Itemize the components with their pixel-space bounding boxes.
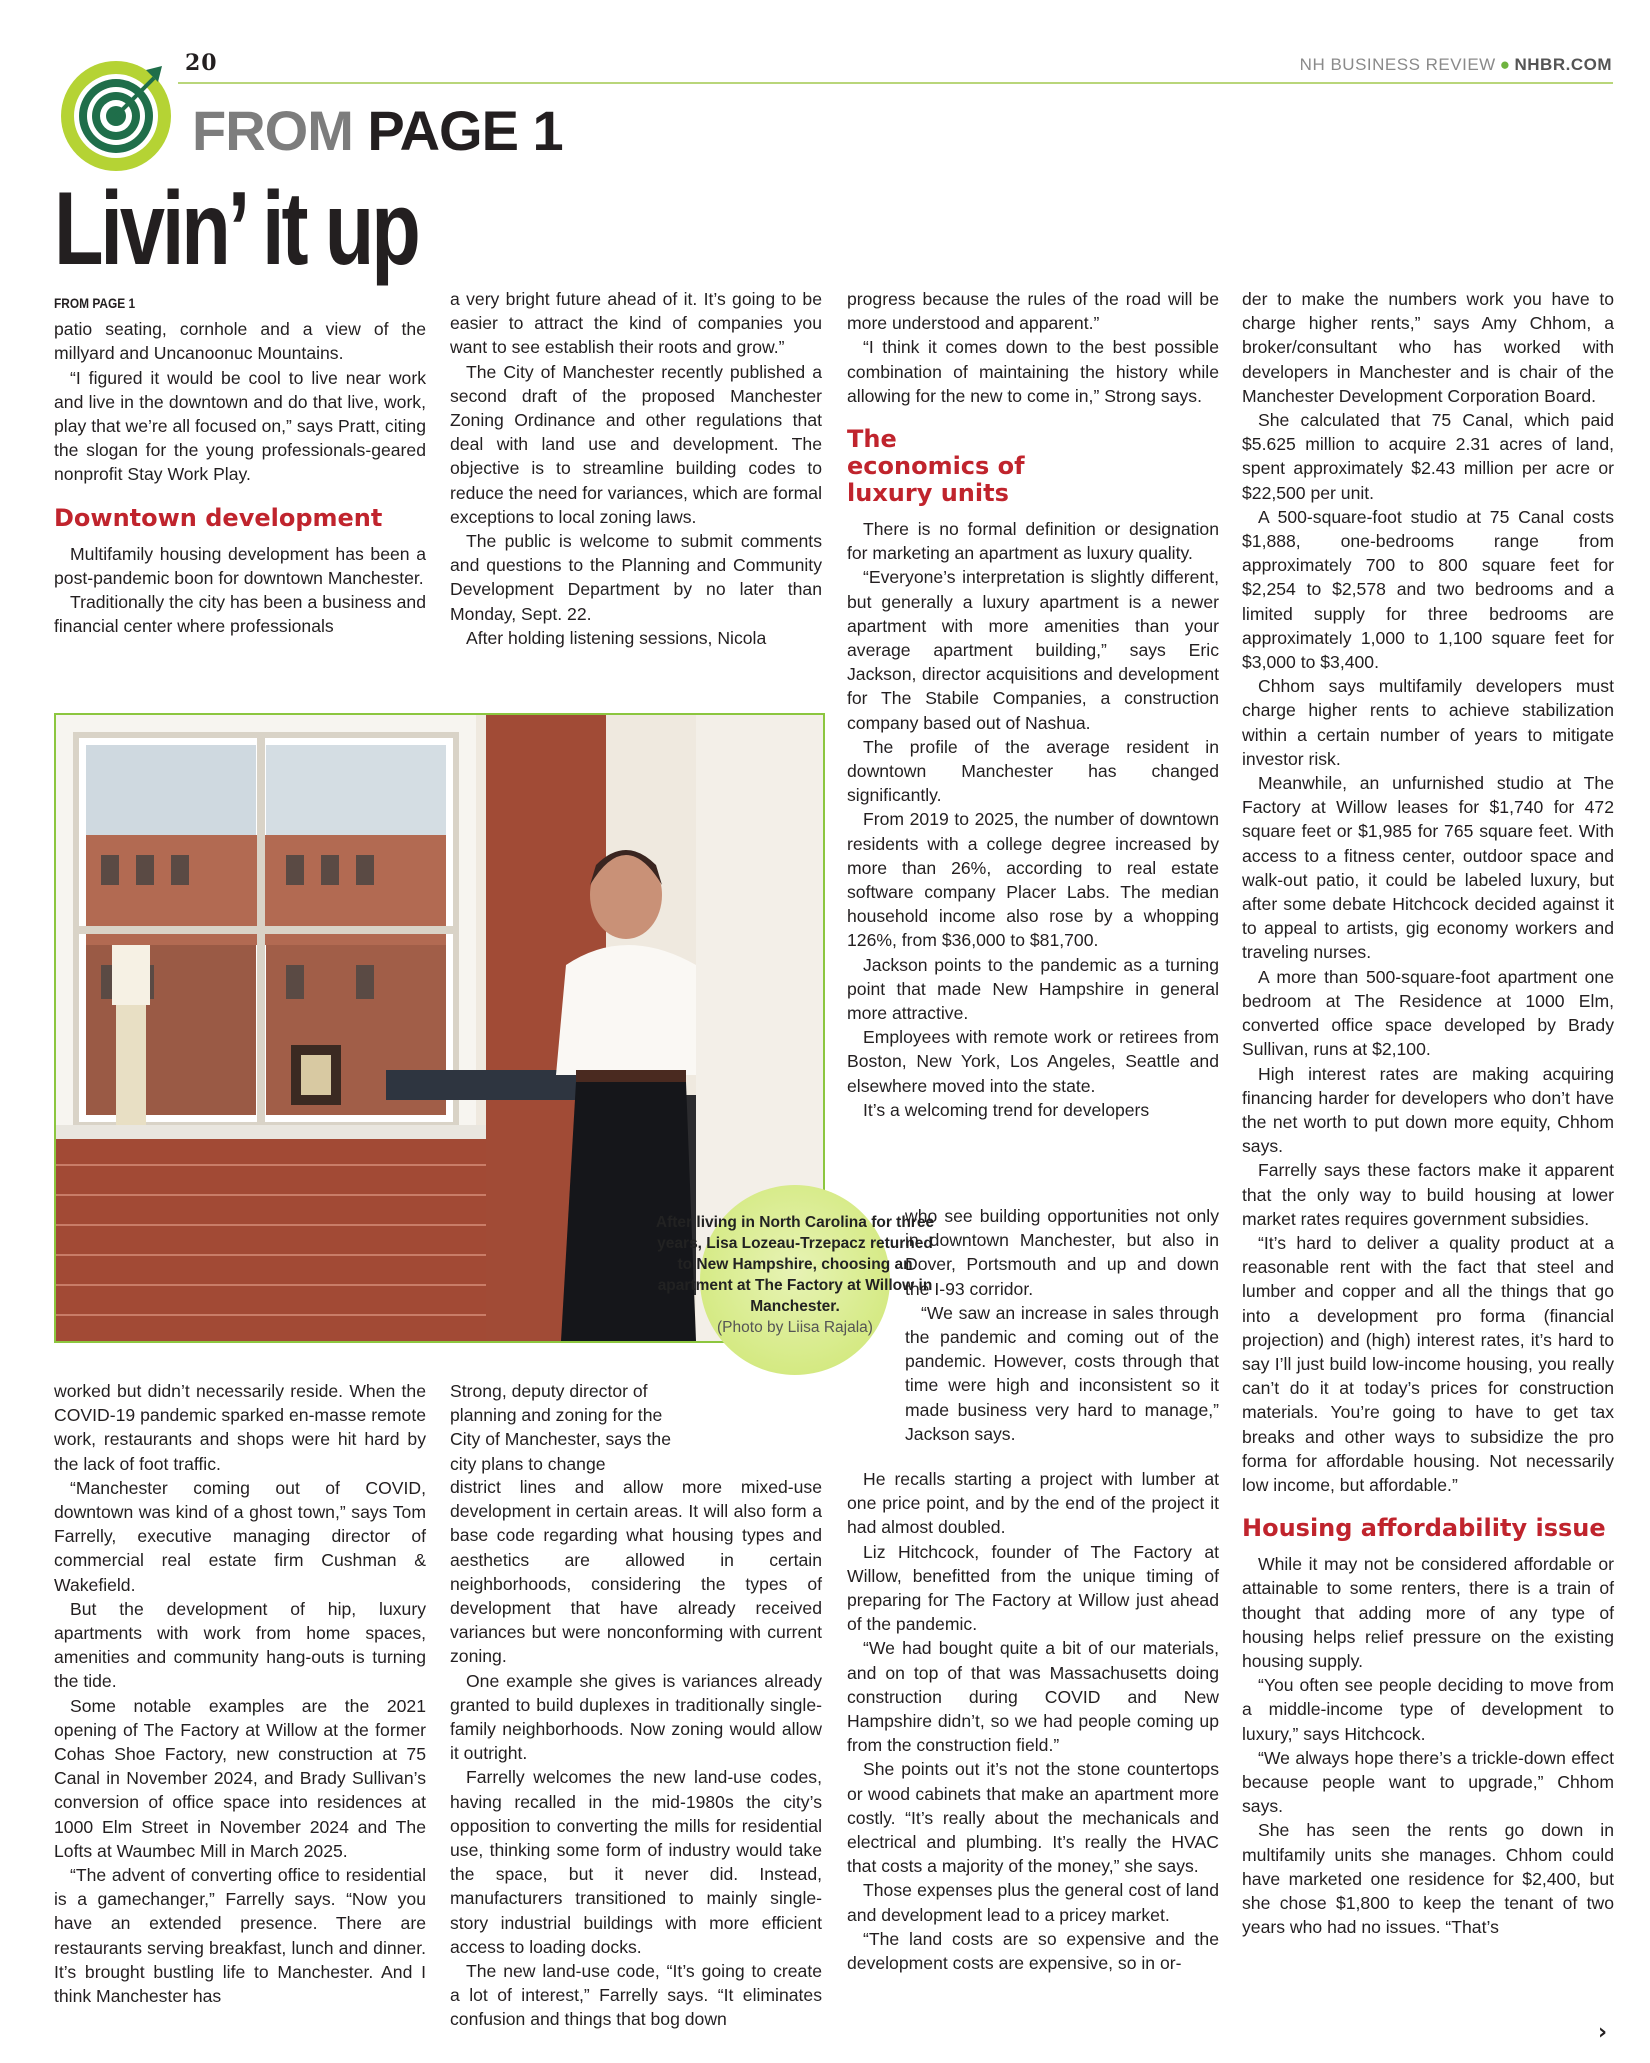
paragraph: While it may not be considered affordable or attainable to some renters, there is a train of thought that adding more of any type of housing helps relief pressure on the existing housing supply. bbox=[1242, 1554, 1614, 1671]
paragraph: Liz Hitchcock, founder of The Factory at Willow, benefitted from the unique timing of preparing for The Factory at Willow just ahead of the pandemic. bbox=[847, 1541, 1219, 1635]
from-label: FROM bbox=[192, 99, 353, 162]
page-label: PAGE 1 bbox=[367, 99, 563, 162]
paragraph: A 500-square-foot studio at 75 Canal costs $1,888, one-bedrooms range from approximately 700 to 800 square feet for $2,254 to $2,578 and two bedrooms and a limited supply for three bedrooms are approximately 1,000 to 1,100 square feet for $3,000 to $3,400. bbox=[1242, 506, 1614, 673]
paragraph: There is no formal definition or designation for marketing an apartment as luxury quality. bbox=[847, 519, 1219, 564]
subhead-economics: The economics of luxury units bbox=[847, 425, 1025, 508]
paragraph: patio seating, cornhole and a view of the millyard and Uncanoonuc Mountains. bbox=[54, 319, 426, 364]
paragraph: High interest rates are making acquiring financing harder for developers who don’t have the net worth to put down more equity, Chhom says. bbox=[1242, 1063, 1614, 1157]
paragraph: district lines and allow more mixed-use development in certain areas. It will also form a base code regarding what housing types and aesthetics are allowed in certain neighborhoods, considering the types of development that have already received variances but were nonconforming with current zoning. bbox=[450, 1477, 822, 1667]
kicker: FROM PAGE 1 bbox=[54, 295, 136, 311]
paragraph: Traditionally the city has been a business and financial center where professionals bbox=[54, 592, 426, 637]
paragraph: But the development of hip, luxury apartments with work from home spaces, amenities and community hang-outs is turning the tide. bbox=[54, 1598, 426, 1692]
column-3-top bbox=[847, 287, 1219, 1122]
paragraph: Employees with remote work or retirees from Boston, New York, Los Angeles, Seattle and elsewhere moved into the state. bbox=[847, 1027, 1219, 1096]
paragraph: “The land costs are so expensive and the development costs are expensive, so in or- bbox=[847, 1928, 1219, 1974]
paragraph: The public is welcome to submit comments and questions to the Planning and Community Development Department by no later than Monday, Sept. 22. bbox=[450, 531, 822, 624]
paragraph: After holding listening sessions, Nicola bbox=[466, 627, 767, 648]
paragraph: The City of Manchester recently published a second draft of the proposed Manchester Zoning Ordinance and other regulations that deal with land use and development. The objective is to streamline building codes to reduce the need for variances, which are formal exceptions to local zoning laws. bbox=[450, 361, 822, 527]
continue-arrow-icon[interactable]: › bbox=[1598, 2020, 1608, 2045]
paragraph: A more than 500-square-foot apartment one bedroom at The Residence at 1000 Elm, converted office space developed by Brady Sullivan, runs at $2,100. bbox=[1242, 966, 1614, 1060]
paragraph: Meanwhile, an unfurnished studio at The Factory at Willow leases for $1,740 for 472 square feet or $1,985 for 765 square feet. With access to a fitness center, outdoor space and walk-out patio, it could be labeled luxury, but after some debate Hitchcock decided against it to appeal to artists, gig economy workers and traveling nurses. bbox=[1242, 773, 1614, 963]
paragraph: “Everyone’s interpretation is slightly different, but generally a luxury apartment is a newer apartment with more amenities than your average apartment building,” says Eric Jackson, director acquisitions and development for The Stabile Companies, a construction company based out of Nashua. bbox=[847, 567, 1219, 733]
paragraph: Those expenses plus the general cost of land and development lead to a pricey market. bbox=[847, 1880, 1219, 1925]
publication-name: NH BUSINESS REVIEW bbox=[1299, 55, 1496, 74]
bullet-icon: ● bbox=[1499, 55, 1511, 74]
paragraph: From 2019 to 2025, the number of downtown residents with a college degree increased by more than 26%, according to real estate software company Placer Labs. The median household income also rose by a whopping 126%, from $36,000 to $81,700. bbox=[847, 809, 1219, 951]
paragraph: She points out it’s not the stone countertops or wood cabinets that make an apartment more costly. “It’s really about the mechanicals and electrical and plumbing. It’s really the HVAC that costs a majority of the money,” she says. bbox=[847, 1759, 1219, 1877]
column-2-bottom bbox=[450, 1475, 822, 2032]
paragraph: der to make the numbers work you have to charge higher rents,” says Amy Chhom, a broker/consultant who has worked with developers in Manchester and is chair of the Manchester Development Corporation Board. bbox=[1242, 289, 1614, 406]
header-rule bbox=[178, 82, 1613, 84]
subhead-affordability: Housing affordability issue bbox=[1242, 1514, 1606, 1543]
paragraph: “The advent of converting office to residential is a gamechanger,” Farrelly says. “Now you have an extended presence. There are restaurants serving breakfast, lunch and dinner. It’s brought bustling life to Manchester. And I think Manchester has bbox=[54, 1865, 426, 2007]
paragraph: The profile of the average resident in downtown Manchester has changed significantly. bbox=[847, 736, 1219, 806]
paragraph: He recalls starting a project with lumber at one price point, and by the end of the project it had almost doubled. bbox=[847, 1469, 1219, 1538]
caption-text: After living in North Carolina for three years, Lisa Lozeau-Trzepacz returned to New Hampshire, choosing an apartment at The Factory at Willow in Manchester. bbox=[655, 1214, 935, 1315]
paragraph: “I think it comes down to the best possible combination of maintaining the history while allowing for the new to come in,” Strong says. bbox=[847, 337, 1219, 406]
paragraph: Some notable examples are the 2021 opening of The Factory at Willow at the former Cohas Shoe Factory, new construction at 75 Canal in November 2024, and Brady Sullivan’s conversion of office space into residences at 1000 Elm Street in November 2024 and The Lofts at Waumbec Mill in March 2025. bbox=[54, 1695, 426, 1861]
photo-credit: (Photo by Liisa Rajala) bbox=[717, 1319, 873, 1336]
paragraph: Farrelly says these factors make it apparent that the only way to build housing at lower market rates requires government subsidies. bbox=[1242, 1160, 1614, 1229]
website-link[interactable]: NHBR.COM bbox=[1514, 55, 1612, 74]
target-logo-icon bbox=[58, 58, 174, 174]
paragraph: a very bright future ahead of it. It’s going to be easier to attract the kind of companies you want to see establish their roots and grow.” bbox=[450, 289, 822, 358]
column-2-bottom-intro bbox=[450, 1379, 675, 1476]
column-1-top bbox=[54, 291, 426, 638]
paragraph: progress because the rules of the road will be more understood and apparent.” bbox=[847, 289, 1219, 334]
paragraph: She has seen the rents go down in multifamily units she manages. Chhom could have marketed one residence for $2,400, but she chose $1,800 to keep the tenant of two years who had no issues. “That’s bbox=[1242, 1820, 1614, 1938]
paragraph: “Manchester coming out of COVID, downtown was kind of a ghost town,” says Tom Farrelly, executive managing director of commercial real estate firm Cushman & Wakefield. bbox=[54, 1477, 426, 1595]
paragraph: Jackson points to the pandemic as a turning point that made New Hampshire in general more attractive. bbox=[847, 954, 1219, 1024]
paragraph: Strong, deputy director of planning and zoning for the City of Manchester, says the city plans to change bbox=[450, 1381, 671, 1474]
column-2-top bbox=[450, 287, 822, 650]
paragraph: Multifamily housing development has been a post-pandemic boon for downtown Manchester. bbox=[54, 543, 426, 588]
column-3-wrap bbox=[905, 1204, 1219, 1446]
paragraph: Farrelly welcomes the new land-use codes, having recalled in the mid-1980s the city’s opposition to converting the mills for residential use, thinking some form of industry would take the space, but it never did. Instead, manufacturers transitioned to mainly single-story industrial buildings with more efficient access to loading docks. bbox=[450, 1767, 822, 1957]
paragraph: “It’s hard to deliver a quality product at a reasonable rent with the fact that steel and lumber and copper and all the things that go into a development pro forma (financial projection) and (high) interest rates, it’s hard to say I’ll just build low-income housing, you really can’t do it at today’s prices for construction materials. You’re going to have to get tax breaks and other ways to subsidize the pro forma for affordable housing. Not necessarily low income, but affordable.” bbox=[1242, 1232, 1614, 1495]
paragraph: “You often see people deciding to move from a middle-income type of development to luxury,” says Hitchcock. bbox=[1242, 1675, 1614, 1744]
column-3-bottom bbox=[847, 1467, 1219, 1975]
column-1-bottom bbox=[54, 1379, 426, 2008]
paragraph: She calculated that 75 Canal, which paid $5.625 million to acquire 2.31 acres of land, spent approximately $2.43 million per acre or $22,500 per unit. bbox=[1242, 410, 1614, 503]
article-headline: Livin’ it up bbox=[54, 171, 418, 287]
paragraph: Chhom says multifamily developers must charge higher rents to achieve stabilization within a certain number of years to mitigate investor risk. bbox=[1242, 676, 1614, 769]
column-4 bbox=[1242, 287, 1614, 1939]
paragraph: “We always hope there’s a trickle-down effect because people want to upgrade,” Chhom says. bbox=[1242, 1747, 1614, 1817]
from-page-banner bbox=[192, 98, 563, 163]
photo-caption bbox=[655, 1212, 935, 1338]
paragraph: One example she gives is variances already granted to build duplexes in traditionally single-family neighborhoods. Now zoning would allow it outright. bbox=[450, 1670, 822, 1764]
paragraph: who see building opportunities not only in downtown Manchester, but also in Dover, Portsmouth and up and down the I-93 corridor. bbox=[905, 1206, 1219, 1299]
paragraph: It’s a welcoming trend for developers bbox=[863, 1099, 1150, 1120]
paragraph: The new land-use code, “It’s going to create a lot of interest,” Farrelly says. “It eliminates confusion and things that bog down bbox=[450, 1961, 822, 2030]
page-number: 20 bbox=[185, 50, 218, 76]
paragraph: worked but didn’t necessarily reside. When the COVID-19 pandemic sparked en-masse remote work, restaurants and shops were hit hard by the lack of foot traffic. bbox=[54, 1381, 426, 1474]
subhead-downtown: Downtown development bbox=[54, 503, 383, 532]
paragraph: “I figured it would be cool to live near work and live in the downtown and do that live, work, play that we’re all focused on,” says Pratt, citing the slogan for the young professionals-geared nonprofit Stay Work Play. bbox=[54, 367, 426, 485]
paragraph: “We saw an increase in sales through the pandemic and coming out of the pandemic. However, costs through that time were high and inconsistent so it made business very hard to manage,” Jackson says. bbox=[905, 1302, 1219, 1444]
masthead bbox=[1300, 55, 1612, 75]
paragraph: “We had bought quite a bit of our materials, and on top of that was Massachusetts doing construction during COVID and New Hampshire didn’t, so we had people coming up from the construction field.” bbox=[847, 1638, 1219, 1756]
